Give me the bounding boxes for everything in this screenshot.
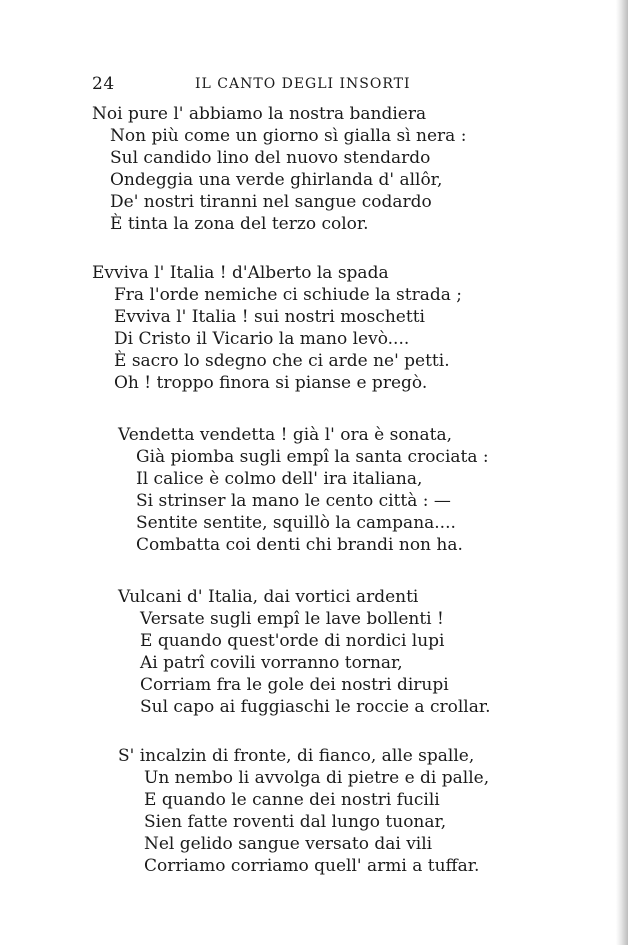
verse-line: Versate sugli empî le lave bollenti !	[140, 609, 444, 629]
verse-line: Già piomba sugli empî la santa crociata :	[136, 447, 489, 467]
verse-line: È tinta la zona del terzo color.	[110, 214, 369, 234]
verse-line: Fra l'orde nemiche ci schiude la strada ;	[114, 285, 463, 305]
verse-line: Noi pure l' abbiamo la nostra bandiera	[92, 104, 427, 124]
verse-line: E quando le canne dei nostri fucili	[144, 790, 440, 810]
verse-line: Evviva l' Italia ! sui nostri moschetti	[114, 307, 425, 327]
verse-line: S' incalzin di fronte, di fianco, alle spalle,	[118, 746, 475, 766]
page-header	[92, 74, 522, 98]
verse-line: Evviva l' Italia ! d'Alberto la spada	[92, 263, 389, 283]
verse-line: Corriamo corriamo quell' armi a tuffar.	[144, 856, 480, 876]
page-number: 24	[92, 74, 115, 94]
verse-line: Corriam fra le gole dei nostri dirupi	[140, 675, 449, 695]
verse-line: Oh ! troppo finora si pianse e pregò.	[114, 373, 428, 393]
verse-line: Si strinser la mano le cento città : —	[136, 491, 451, 511]
verse-line: Sien fatte roventi dal lungo tuonar,	[144, 812, 447, 832]
verse-line: Vulcani d' Italia, dai vortici ardenti	[118, 587, 419, 607]
verse-line: Sul candido lino del nuovo stendardo	[110, 148, 431, 168]
verse-line: Di Cristo il Vicario la mano levò....	[114, 329, 410, 349]
verse-line: Ondeggia una verde ghirlanda d' allôr,	[110, 170, 443, 190]
verse-line: Ai patrî covili vorranno tornar,	[140, 653, 403, 673]
verse-line: Il calice è colmo dell' ira italiana,	[136, 469, 423, 489]
verse-line: Sul capo ai fuggiaschi le roccie a crollar.	[140, 697, 491, 717]
verse-line: Un nembo li avvolga di pietre e di palle,	[144, 768, 490, 788]
page-edge	[616, 0, 628, 945]
verse-line: Combatta coi denti chi brandi non ha.	[136, 535, 463, 555]
verse-line: Nel gelido sangue versato dai vili	[144, 834, 433, 854]
verse-line: De' nostri tiranni nel sangue codardo	[110, 192, 432, 212]
verse-line: E quando quest'orde di nordici lupi	[140, 631, 445, 651]
verse-line: Non più come un giorno sì gialla sì nera :	[110, 126, 467, 146]
verse-line: Sentite sentite, squillò la campana....	[136, 513, 456, 533]
verse-line: Vendetta vendetta ! già l' ora è sonata,	[118, 425, 453, 445]
verse-line: È sacro lo sdegno che ci arde ne' petti.	[114, 351, 450, 371]
running-title: IL CANTO DEGLI INSORTI	[195, 76, 411, 92]
